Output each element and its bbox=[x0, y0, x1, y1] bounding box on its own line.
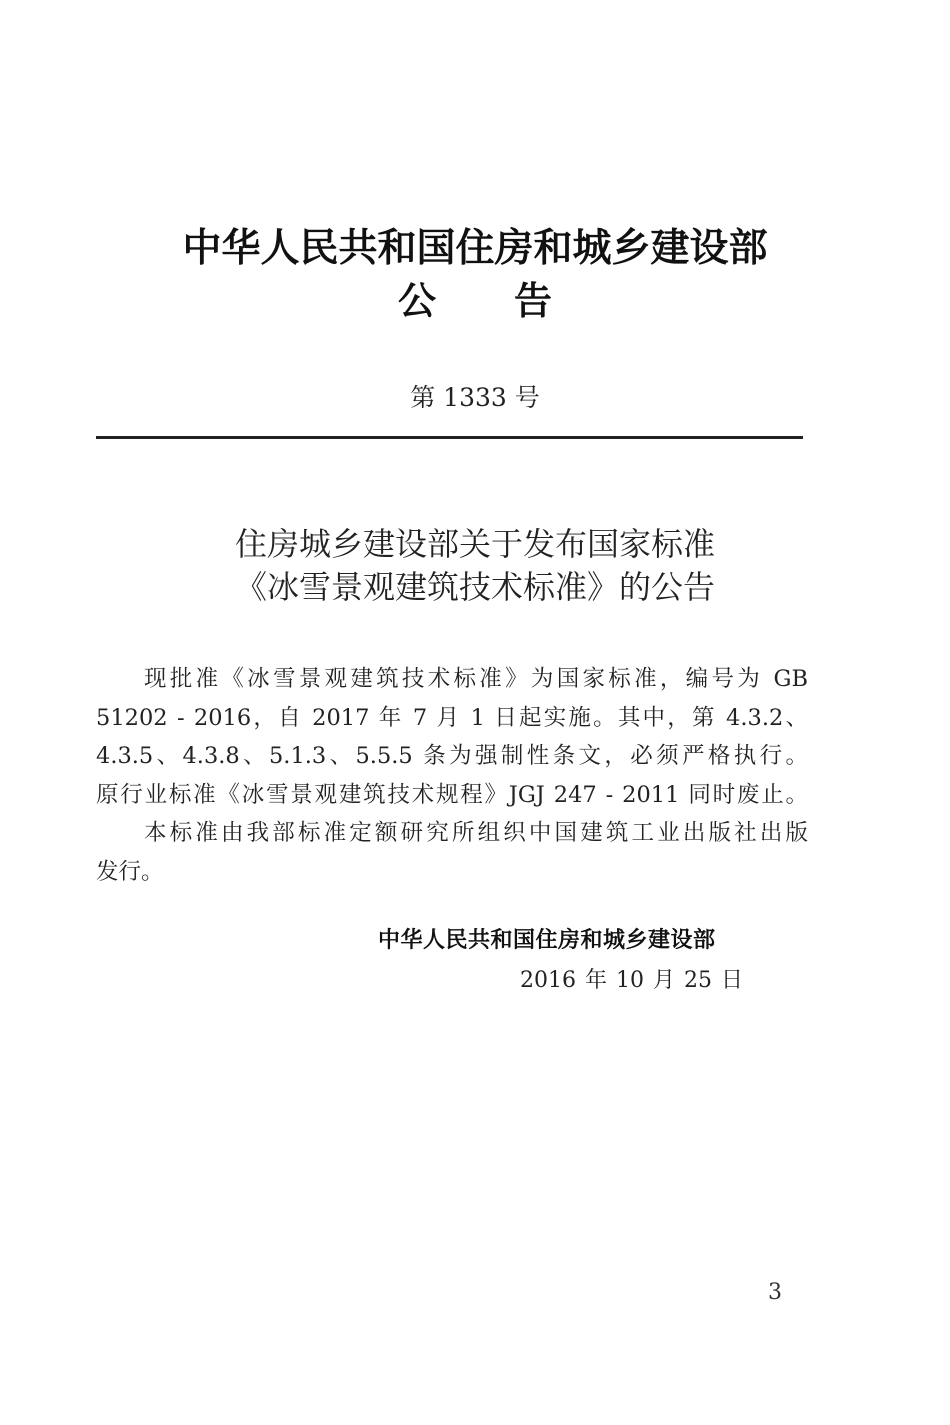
issuing-authority-title: 中华人民共和国住房和城乡建设部 bbox=[182, 225, 768, 271]
paragraph-1-line: 4.3.5、4.3.8、5.1.3、5.5.5 条为强制性条文，必须严格执行。 bbox=[96, 743, 808, 769]
paragraph-1-line: 现批准《冰雪景观建筑技术标准》为国家标准，编号为 GB bbox=[144, 666, 808, 692]
announcement-label bbox=[0, 276, 950, 326]
signature-organization: 中华人民共和国住房和城乡建设部 bbox=[378, 928, 716, 953]
announcement-label-right: 告 bbox=[514, 278, 553, 323]
paragraph-1-line: 51202 - 2016，自 2017 年 7 月 1 日起实施。其中，第 4.3.2、 bbox=[96, 704, 808, 731]
announcement-body bbox=[96, 660, 808, 891]
paragraph-2-line: 发行。 bbox=[96, 858, 164, 885]
paragraph-2 bbox=[96, 814, 808, 891]
heading-line-1: 住房城乡建设部关于发布国家标准 bbox=[234, 525, 715, 563]
paragraph-1-line: 原行业标准《冰雪景观建筑技术规程》JGJ 247 - 2011 同时废止。 bbox=[96, 781, 808, 808]
header-divider bbox=[96, 436, 803, 439]
announcement-heading bbox=[0, 523, 950, 609]
paragraph-2-line: 本标准由我部标准定额研究所组织中国建筑工业出版社出版 bbox=[144, 820, 808, 846]
announcement-label-left: 公 bbox=[397, 278, 436, 323]
heading-line-2: 《冰雪景观建筑技术标准》的公告 bbox=[234, 568, 715, 606]
paragraph-1 bbox=[96, 660, 808, 814]
signature-date: 2016 年 10 月 25 日 bbox=[520, 968, 743, 993]
page-number: 3 bbox=[768, 1280, 782, 1305]
document-number: 第 1333 号 bbox=[410, 383, 540, 412]
